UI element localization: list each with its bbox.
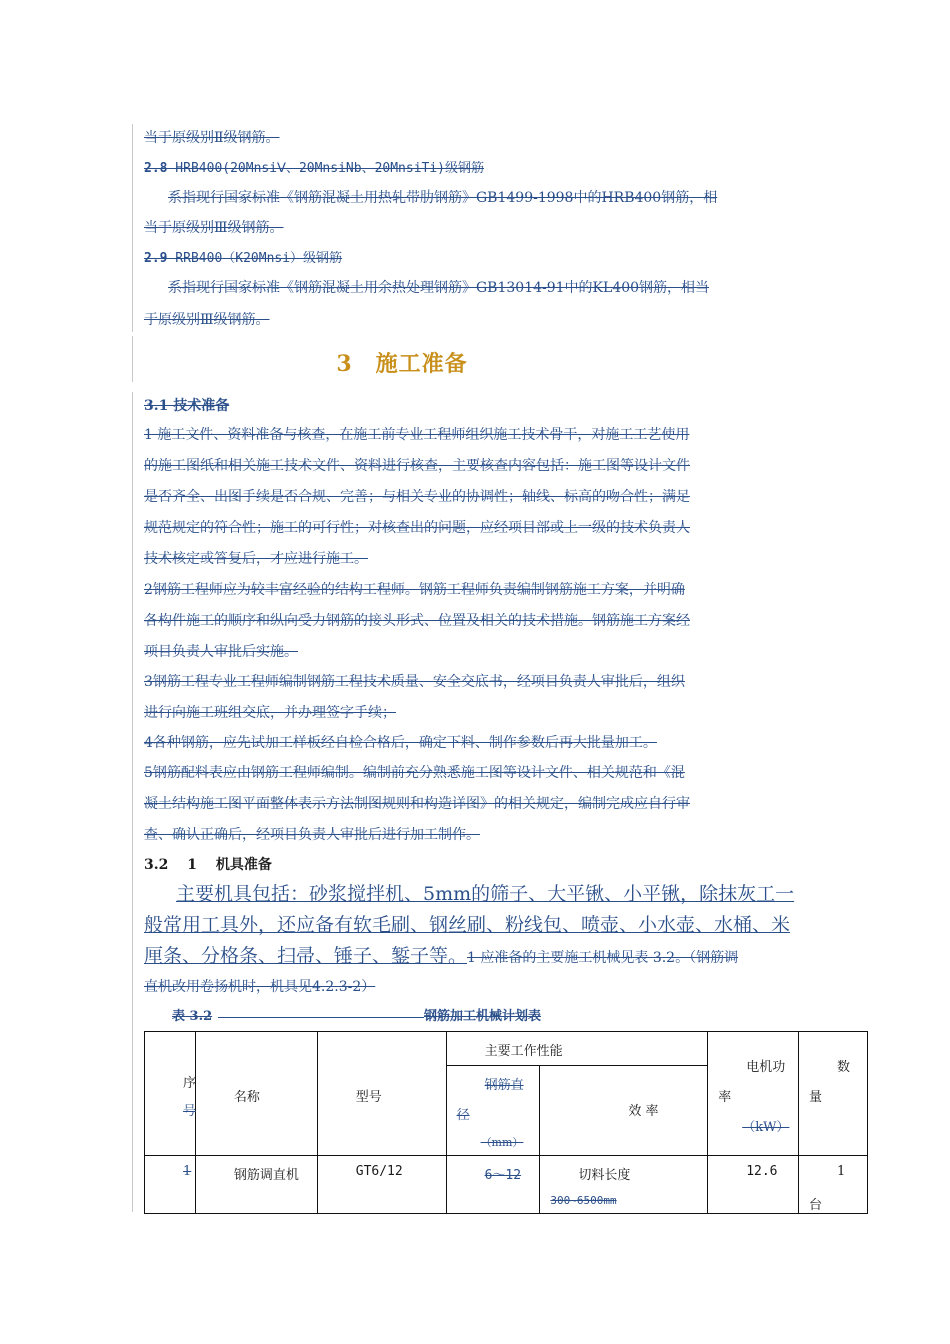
header-text: （kW） [742, 1120, 790, 1135]
header-no [145, 1032, 196, 1156]
text-line: 当于原级别Ⅱ级钢筋。 [144, 130, 280, 146]
clause-text: RRB400（K20Mnsi）级钢筋 [167, 251, 343, 266]
subsection-3-2: 3.2 1 机具准备 [144, 857, 272, 873]
text-line: 规范规定的符合性；施工的可行性；对核查出的问题，应经项目部或上一级的技术负责人 [144, 520, 690, 536]
tool-text: 主要机具包括：砂浆搅拌机、5mm的筛子、大平锹、小平锹，除抹灰工一 [176, 883, 795, 905]
text-line: 项目负责人审批后实施。 [144, 644, 298, 660]
table-row [145, 1156, 868, 1214]
cell-no [145, 1156, 196, 1214]
cell-text: 切料长度 [578, 1168, 631, 1183]
text-line: 直机改用卷扬机时，机具见4.2.3-2） [144, 979, 376, 995]
text-line: 是否齐全、出图手续是否合规、完善；与相关专业的协调性；轴线、标高的吻合性；满足 [144, 489, 690, 505]
text-line: 的施工图纸和相关施工技术文件、资料进行核查，主要核查内容包括：施工图等设计文件 [144, 458, 690, 474]
revision-bar [132, 124, 133, 332]
header-name [195, 1032, 317, 1156]
header-text: 名称 [233, 1090, 260, 1105]
clause-text: HRB400(20MnsiⅤ、20MnsiNb、20MnsiTi)级钢筋 [167, 161, 485, 176]
text-line: 2钢筋工程师应为较丰富经验的结构工程师。钢筋工程师负责编制钢筋施工方案，并明确 [144, 582, 685, 598]
clause-number: 2.8 [144, 161, 168, 176]
text-line: 当于原级别Ⅲ级钢筋。 [144, 220, 284, 236]
cell-efficiency [540, 1156, 708, 1214]
text-line: 于原级别Ⅲ级钢筋。 [144, 312, 270, 328]
header-text: 量 [809, 1090, 823, 1105]
subsection-3-1: 3.1 技术准备 [144, 398, 230, 414]
clause-2-9 [144, 248, 342, 269]
section-title: 3 施工准备 [336, 351, 468, 377]
text-line: 凝土结构施工图平面整体表示方法制图规则和构造详图》的相关规定，编制完成应自行审 [144, 796, 690, 812]
header-text: 型号 [355, 1090, 382, 1105]
cell-text: 300~6500mm [550, 1194, 617, 1207]
text-line: 系指现行国家标准《钢筋混凝土用热轧带肋钢筋》GB1499-1998中的HRB400钢筋，相 [168, 190, 718, 206]
text-line: 进行向施工班组交底，并办理签字手续； [144, 705, 396, 721]
cell-text: 6～12 [484, 1168, 522, 1183]
cell-text: GT6/12 [355, 1164, 403, 1179]
header-efficiency [540, 1066, 708, 1156]
clause-number: 2.9 [144, 251, 168, 266]
header-text: 号 [183, 1104, 197, 1119]
header-performance [446, 1032, 708, 1066]
cell-name [195, 1156, 317, 1214]
header-text: 主要工作性能 [484, 1044, 563, 1059]
cell-power [708, 1156, 799, 1214]
cell-text: 1 [183, 1164, 192, 1179]
header-text: 径 [456, 1108, 470, 1123]
cell-text: 钢筋调直机 [233, 1168, 299, 1183]
cell-qty [799, 1156, 868, 1214]
header-text: 数 [837, 1060, 851, 1075]
text-line: 技术核定或答复后，才应进行施工。 [144, 551, 368, 567]
text-line: 系指现行国家标准《钢筋混凝土用余热处理钢筋》GB13014-91中的KL400钢筋，相当 [168, 280, 710, 296]
inserted-text: 厘条、分格条、扫帚、锤子、錾子等。 [144, 945, 468, 967]
header-text: 率 [718, 1090, 732, 1105]
cell-text: 1 [837, 1164, 846, 1179]
clause-2-8 [144, 158, 484, 179]
text-line: 各构件施工的顺序和纵向受力钢筋的接头形式、位置及相关的技术措施。钢筋施工方案经 [144, 613, 690, 629]
header-text: （mm） [480, 1136, 524, 1149]
cell-diameter [446, 1156, 540, 1214]
header-text: 钢筋直 [484, 1078, 524, 1093]
cell-text: 12.6 [746, 1164, 778, 1179]
revision-bar [132, 392, 133, 1212]
caption-rule [218, 1017, 424, 1018]
text-line: 4各种钢筋，应先试加工样板经自检合格后，确定下料、制作参数后再大批量加工。 [144, 735, 657, 751]
text-line: 1 施工文件、资料准备与核查，在施工前专业工程师组织施工技术骨干，对施工工艺使用 [144, 427, 690, 443]
tool-text: 般常用工具外，还应备有软毛刷、钢丝刷、粉线包、喷壶、小水壶、水桶、米 [144, 914, 791, 936]
header-power [708, 1032, 799, 1156]
text-line: 查、确认正确后，经项目负责人审批后进行加工制作。 [144, 827, 480, 843]
cell-text: 台 [809, 1198, 823, 1213]
table-caption-number: 表 3.2 [172, 1009, 213, 1024]
cell-model [317, 1156, 446, 1214]
tool-text-mixed [144, 944, 738, 970]
deleted-text: 1 应准备的主要施工机械见表 3.2。（钢筋调 [467, 950, 739, 966]
header-text: 序 [183, 1076, 197, 1091]
header-text: 效 率 [628, 1104, 659, 1119]
machine-table [144, 1031, 868, 1214]
header-text: 电机功 [746, 1060, 786, 1075]
table-caption-title: 钢筋加工机械计划表 [424, 1009, 542, 1024]
header-model [317, 1032, 446, 1156]
header-diameter [446, 1066, 540, 1156]
header-qty [799, 1032, 868, 1156]
text-line: 5钢筋配料表应由钢筋工程师编制。编制前充分熟悉施工图等设计文件、相关规范和《混 [144, 765, 685, 781]
text-line: 3钢筋工程专业工程师编制钢筋工程技术质量、安全交底书，经项目负责人审批后，组织 [144, 674, 685, 690]
